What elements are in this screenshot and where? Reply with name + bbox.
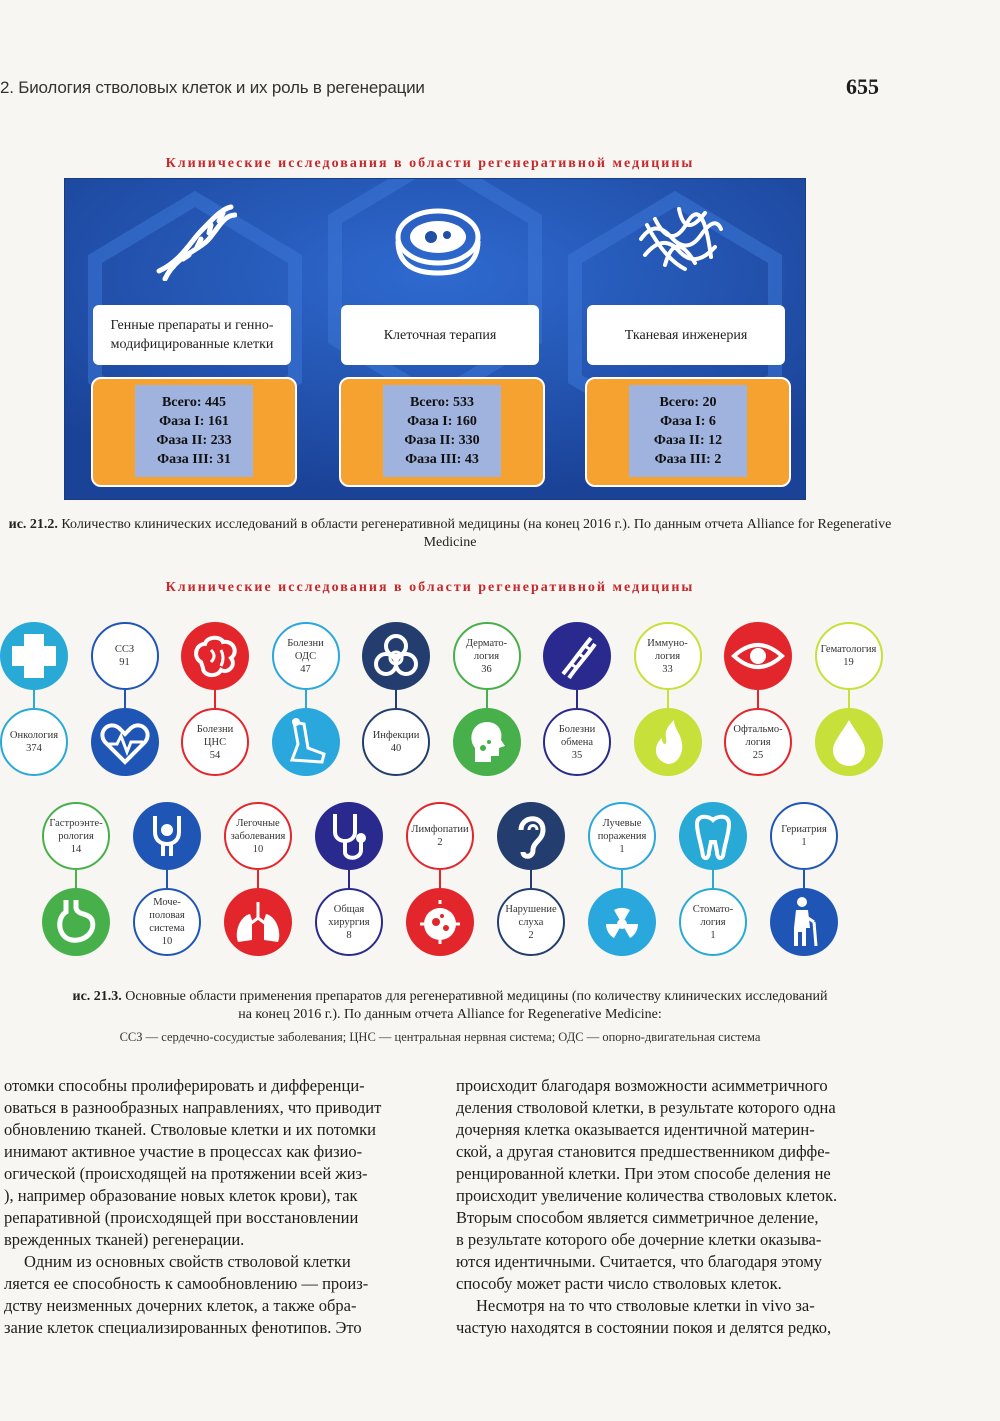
area-label-circle [679, 888, 747, 956]
area-label-circle [272, 622, 340, 690]
connector-line [305, 690, 307, 708]
area-label-circle [543, 708, 611, 776]
area-label-line: 35 [571, 749, 583, 761]
area-label-line: 1 [710, 929, 716, 941]
area-label-line: Офтальмо- [733, 723, 783, 735]
text-line: врежденных тканей) регенерации. [4, 1230, 245, 1249]
connector-line [124, 690, 126, 708]
area-label-line: 1 [619, 843, 625, 855]
figure2-caption-label: ис. 21.3. [72, 989, 122, 1004]
text-line: оваться в разнообразных направлениях, что приводит [4, 1098, 382, 1117]
lymph-cell-icon [406, 888, 474, 956]
text-line: происходит увеличение количества стволовых клеток. [456, 1186, 838, 1205]
text-line: деления стволовой клетки, в результате которого одна [456, 1098, 836, 1117]
area-label-circle [91, 622, 159, 690]
connector-line [439, 870, 441, 888]
connector-line [257, 870, 259, 888]
connector-line [712, 870, 714, 888]
eye-icon [724, 622, 792, 690]
area-label-circle [770, 802, 838, 870]
area-label-line: заболевания [230, 830, 286, 842]
stat-phase3: Фаза III: 31 [157, 452, 231, 467]
area-label-line: 33 [662, 663, 673, 675]
area-label-circle [315, 888, 383, 956]
body-left-column [4, 1075, 428, 1339]
area-label-line: Болезни [287, 637, 324, 649]
area-label-line: Дермато- [465, 637, 508, 649]
text-line: дочерняя клетка оказывается идентичной материн- [456, 1120, 815, 1139]
connector-line [33, 690, 35, 708]
text-line: репаративной (происходящей при восстановлении [4, 1208, 359, 1227]
area-label-line: Стомато- [692, 903, 734, 915]
stomach-icon [42, 888, 110, 956]
connector-line [667, 690, 669, 708]
connector-line [757, 690, 759, 708]
area-label-line: Лучевые [602, 817, 642, 829]
area-label-line: Лимфопатии [411, 824, 469, 835]
area-label-line: ЦНС [203, 736, 227, 748]
area-label-line: 25 [752, 749, 764, 761]
area-label-line: 36 [481, 663, 492, 675]
text-line: ренцированной клетки. При этом способе деления не [456, 1164, 831, 1183]
stat-phase3: Фаза III: 2 [654, 452, 722, 467]
area-label-circle [497, 888, 565, 956]
stat-phase1: Фаза I: 6 [660, 414, 716, 429]
area-label-line: 2 [528, 929, 534, 941]
connector-line [803, 870, 805, 888]
urogenital-icon [133, 802, 201, 870]
area-label-line: Инфекции [372, 730, 420, 741]
page-number: 655 [846, 74, 879, 99]
text-line: в результате которого обе дочерние клетки оказыва- [456, 1230, 822, 1249]
text-line: отомки способны пролиферировать и дифференци- [4, 1076, 365, 1095]
text-line: частую находятся в состоянии покоя и делятся редко, [456, 1318, 832, 1337]
connector-line [486, 690, 488, 708]
area-label-circle [133, 888, 201, 956]
elderly-person-icon [770, 888, 838, 956]
area-label-line: 91 [119, 657, 130, 668]
medical-cross-icon [0, 622, 68, 690]
text-line: ляется ее способность к самообновлению — произ- [4, 1274, 369, 1293]
area-label-line: Нарушение [505, 903, 557, 915]
figure1-title: Клинические исследования в области регенеративной медицины [165, 156, 695, 171]
area-label-circle [634, 622, 702, 690]
area-label-line: 14 [70, 843, 82, 855]
text-line: происходит благодаря возможности асимметричного [456, 1076, 828, 1095]
area-label-line: Болезни [196, 723, 234, 735]
area-label-line: 2 [437, 837, 443, 848]
area-label-line: 19 [843, 657, 854, 668]
area-label-line: 10 [161, 936, 173, 947]
stat-total: Всего: 533 [409, 395, 475, 410]
area-label-circle [724, 708, 792, 776]
dna-icon [543, 622, 611, 690]
figure2-title: Клинические исследования в области регенеративной медицины [165, 580, 695, 595]
connector-line [75, 870, 77, 888]
stat-phase2: Фаза II: 12 [653, 433, 723, 448]
stat-phase2: Фаза II: 330 [404, 433, 480, 448]
connector-line [848, 690, 850, 708]
stat-phase2: Фаза II: 233 [156, 433, 232, 448]
brain-icon [181, 622, 249, 690]
area-label-line: 8 [346, 929, 352, 941]
connector-line [214, 690, 216, 708]
area-label-line: поражения [597, 830, 647, 842]
figure2-caption-line2: на конец 2016 г.). По данным отчета Alliance for Regenerative Medicine: [238, 1007, 662, 1022]
area-label-line: логия [473, 650, 500, 662]
area-label-line: логия [700, 916, 726, 928]
flame-icon [634, 708, 702, 776]
stethoscope-icon [315, 802, 383, 870]
category-gene-therapy: Генные препараты и генно-модифицированные клетки [93, 305, 291, 365]
connector-line [166, 870, 168, 888]
area-label-line: логия [745, 736, 771, 748]
area-label-line: 374 [26, 743, 42, 754]
category-tissue-engineering: Тканевая инженерия [587, 305, 785, 365]
area-label-line: Онкология [9, 730, 59, 741]
area-label-line: 10 [252, 843, 264, 855]
ear-icon [497, 802, 565, 870]
area-label-line: Гематология [820, 644, 877, 655]
area-label-circle [42, 802, 110, 870]
area-label-line: Болезни [558, 723, 596, 735]
stat-phase3: Фаза III: 43 [405, 452, 479, 467]
area-label-line: половая [149, 910, 185, 921]
text-line: обновлению тканей. Стволовые клетки и их потомки [4, 1120, 377, 1139]
area-label-line: слуха [518, 916, 544, 928]
heart-pulse-icon [91, 708, 159, 776]
area-label-circle [0, 708, 68, 776]
text-line: способу может расти число стволовых клеток. [456, 1274, 782, 1293]
area-label-line: рология [58, 830, 94, 842]
text-line: дству неизменных дочерних клеток, а также обра- [4, 1296, 357, 1315]
text-line: ской, а другая становится предшественником диффе- [456, 1142, 831, 1161]
area-label-line: логия [654, 650, 681, 662]
area-label-line: Иммуно- [647, 637, 688, 649]
area-label-line: 47 [300, 663, 311, 675]
area-label-circle [362, 708, 430, 776]
area-label-line: 40 [390, 743, 402, 754]
area-label-line: ССЗ [114, 644, 135, 655]
area-label-line: 1 [801, 837, 807, 848]
radiation-icon [588, 888, 656, 956]
figure2-abbreviations: ССЗ — сердечно-сосудистые заболевания; ЦНС — центральная нервная система; ОДС — опорно-двигательная система [119, 1030, 761, 1044]
foot-bone-icon [272, 708, 340, 776]
area-label-line: Гериатрия [781, 824, 827, 835]
area-label-circle [406, 802, 474, 870]
figure1-caption-label: ис. 21.2. [8, 517, 58, 532]
stat-phase1: Фаза I: 161 [159, 414, 229, 429]
body-right-column [456, 1075, 888, 1339]
area-label-line: Общая [333, 903, 365, 915]
stat-total: Всего: 20 [659, 395, 717, 410]
connector-line [348, 870, 350, 888]
text-line: ), например образование новых клеток крови), так [4, 1186, 358, 1205]
text-line: огической (происходящей на протяжении всей жиз- [4, 1164, 368, 1183]
area-label-line: Легочные [236, 817, 280, 829]
figure2-caption-line1: Основные области применения препаратов для регенеративной медицины (по количеству клинических исследований [125, 989, 828, 1004]
area-label-line: 54 [209, 749, 221, 761]
area-label-circle [815, 622, 883, 690]
stat-total: Всего: 445 [161, 395, 227, 410]
area-label-line: Моче- [153, 897, 181, 908]
area-label-circle [224, 802, 292, 870]
area-label-line: обмена [560, 736, 594, 748]
biohazard-icon [362, 622, 430, 690]
skin-face-icon [453, 708, 521, 776]
text-line: Несмотря на то что стволовые клетки in vivo за- [476, 1296, 815, 1315]
area-label-circle [181, 708, 249, 776]
connector-line [576, 690, 578, 708]
stat-phase1: Фаза I: 160 [407, 414, 477, 429]
connector-line [395, 690, 397, 708]
tooth-icon [679, 802, 747, 870]
figure1-caption-text: Количество клинических исследований в области регенеративной медицины (на конец 2016 г.). По данным отчета Alliance for Regenerative Medicine [61, 517, 892, 550]
running-title: 2. Биология стволовых клеток и их роль в регенерации [0, 78, 425, 97]
text-line: инимают активное участие в процессах как физио- [4, 1142, 363, 1161]
text-line: Вторым способом является симметричное деление, [456, 1208, 819, 1227]
text-line: Одним из основных свойств стволовой клетки [24, 1252, 351, 1271]
text-line: зание клеток специализированных фенотипов. Это [4, 1318, 362, 1337]
connector-line [530, 870, 532, 888]
area-label-line: Гастроэнте- [49, 817, 103, 829]
area-label-line: хирургия [328, 916, 370, 928]
area-label-line: система [149, 923, 185, 934]
figure2-caption [0, 988, 900, 1024]
lungs-icon [224, 888, 292, 956]
area-label-circle [453, 622, 521, 690]
blood-drop-icon [815, 708, 883, 776]
connector-line [621, 870, 623, 888]
area-label-circle [588, 802, 656, 870]
text-line: ются идентичными. Считается, что благодаря этому [456, 1252, 822, 1271]
category-cell-therapy: Клеточная терапия [341, 305, 539, 365]
area-label-line: ОДС [294, 650, 317, 662]
